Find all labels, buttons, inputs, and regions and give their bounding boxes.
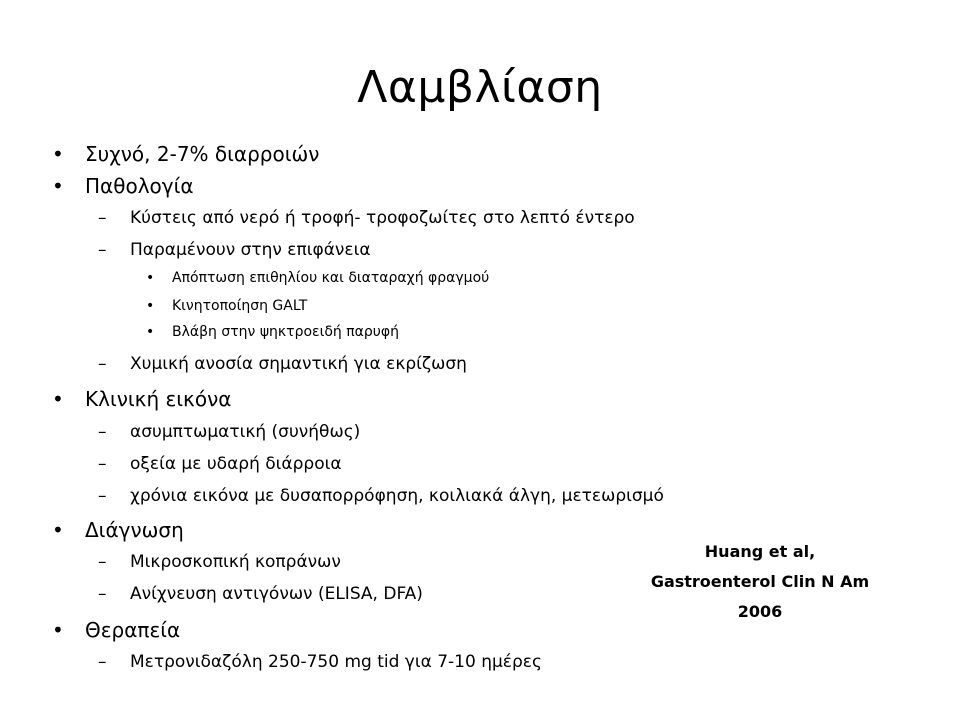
slide-title: Λαμβλίαση bbox=[357, 62, 603, 113]
bullet-item-level-2: ασυμπτωματική (συνήθως) bbox=[130, 422, 361, 442]
bullet-item-level-2: Μικροσκοπική κοπράνων bbox=[130, 552, 341, 572]
bullet-item-level-1: Συχνό, 2-7% διαρροιών bbox=[85, 142, 320, 166]
sub-bullet-marker: • bbox=[146, 324, 155, 340]
bullet-item-level-2: Μετρονιδαζόλη 250-750 mg tid για 7-10 ημέρες bbox=[130, 652, 542, 672]
bullet-item-level-3: Κινητοποίηση GALT bbox=[172, 298, 308, 314]
bullet-marker: • bbox=[52, 174, 64, 198]
dash-marker: – bbox=[98, 240, 107, 260]
reference-journal: Gastroenterol Clin N Am bbox=[650, 572, 870, 591]
sub-bullet-marker: • bbox=[146, 270, 155, 286]
bullet-marker: • bbox=[52, 387, 64, 411]
bullet-item-level-2: Ανίχνευση αντιγόνων (ELISA, DFA) bbox=[130, 584, 423, 604]
dash-marker: – bbox=[98, 422, 107, 442]
dash-marker: – bbox=[98, 454, 107, 474]
bullet-item-level-2: Παραμένουν στην επιφάνεια bbox=[130, 240, 371, 260]
reference-authors: Huang et al, bbox=[704, 542, 816, 561]
bullet-item-level-1: Διάγνωση bbox=[85, 518, 184, 542]
bullet-item-level-2: χρόνια εικόνα με δυσαπορρόφηση, κοιλιακά άλγη, μετεωρισμό bbox=[130, 486, 664, 506]
bullet-marker: • bbox=[52, 142, 64, 166]
dash-marker: – bbox=[98, 208, 107, 228]
reference-citation bbox=[620, 537, 900, 627]
dash-marker: – bbox=[98, 652, 107, 672]
bullet-item-level-1: Κλινική εικόνα bbox=[85, 387, 232, 411]
bullet-item-level-1: Θεραπεία bbox=[85, 618, 181, 642]
bullet-item-level-3: Απόπτωση επιθηλίου και διαταραχή φραγμού bbox=[172, 270, 490, 286]
sub-bullet-marker: • bbox=[146, 298, 155, 314]
bullet-marker: • bbox=[52, 618, 64, 642]
bullet-marker: • bbox=[52, 518, 64, 542]
reference-year: 2006 bbox=[737, 602, 783, 621]
dash-marker: – bbox=[98, 552, 107, 572]
bullet-item-level-3: Βλάβη στην ψηκτροειδή παρυφή bbox=[172, 324, 400, 340]
dash-marker: – bbox=[98, 354, 107, 374]
bullet-item-level-2: οξεία με υδαρή διάρροια bbox=[130, 454, 342, 474]
bullet-item-level-2: Κύστεις από νερό ή τροφή- τροφοζωίτες στο λεπτό έντερο bbox=[130, 208, 635, 228]
bullet-item-level-2: Χυμική ανοσία σημαντική για εκρίζωση bbox=[130, 354, 467, 374]
dash-marker: – bbox=[98, 486, 107, 506]
bullet-item-level-1: Παθολογία bbox=[85, 174, 194, 198]
dash-marker: – bbox=[98, 584, 107, 604]
